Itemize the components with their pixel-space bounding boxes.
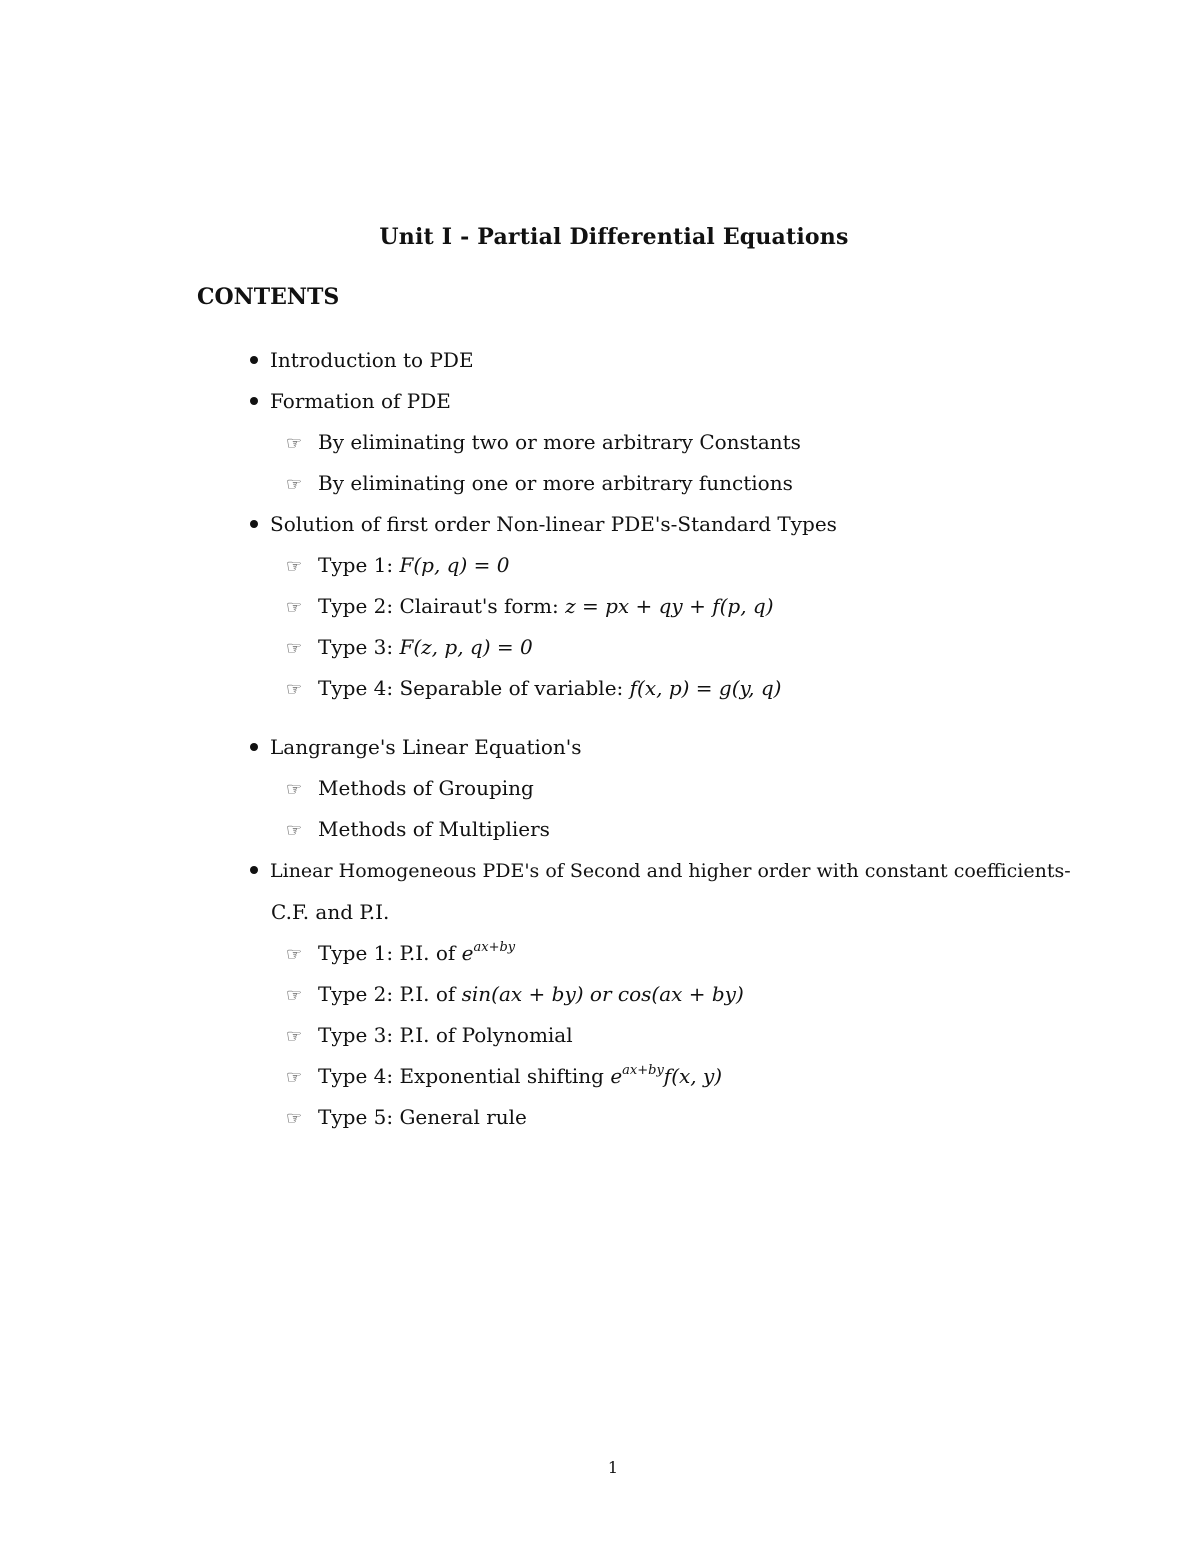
list-item-continuation: C.F. and P.I. xyxy=(271,900,390,924)
sub-list-item: ☞ Type 3: P.I. of Polynomial xyxy=(286,1021,573,1051)
sub-list-item: ☞ Type 2: P.I. of sin(ax + by) or cos(ax + by) xyxy=(286,980,744,1010)
list-item: Langrange's Linear Equation's xyxy=(250,733,582,761)
sub-list-item: ☞ By eliminating one or more arbitrary functions xyxy=(286,469,793,499)
pointing-hand-icon: ☞ xyxy=(286,820,303,841)
pointing-hand-icon: ☞ xyxy=(286,474,303,495)
pointing-hand-icon: ☞ xyxy=(286,556,303,577)
sub-list-item: ☞ By eliminating two or more arbitrary Constants xyxy=(286,428,801,458)
page-title: Unit I - Partial Differential Equations xyxy=(379,224,849,250)
bullet-icon xyxy=(250,397,258,405)
sub-list-item: ☞ Type 4: Separable of variable: f(x, p) = g(y, q) xyxy=(286,674,782,704)
pointing-hand-icon: ☞ xyxy=(286,638,303,659)
pointing-hand-icon: ☞ xyxy=(286,944,303,965)
pointing-hand-icon: ☞ xyxy=(286,779,303,800)
pointing-hand-icon: ☞ xyxy=(286,1026,303,1047)
list-item: Formation of PDE xyxy=(250,387,451,415)
contents-heading: CONTENTS xyxy=(197,284,340,310)
bullet-icon xyxy=(250,520,258,528)
pointing-hand-icon: ☞ xyxy=(286,1067,303,1088)
pointing-hand-icon: ☞ xyxy=(286,433,303,454)
sub-list-item: ☞ Type 2: Clairaut's form: z = px + qy + f(p, q) xyxy=(286,592,774,622)
list-item: Solution of first order Non-linear PDE's-Standard Types xyxy=(250,510,837,538)
sub-list-item: ☞ Methods of Multipliers xyxy=(286,815,550,845)
sub-list-item: ☞ Type 1: P.I. of $e^{ax+by}$ xyxy=(286,939,515,969)
list-item: Linear Homogeneous PDE's of Second and higher order with constant coefficients- xyxy=(250,857,1071,885)
sub-list-item: ☞ Type 1: F(p, q) = 0 xyxy=(286,551,509,581)
sub-list-item: ☞ Type 4: Exponential shifting $e^{ax+by}f(x$, y) xyxy=(286,1062,722,1092)
bullet-icon xyxy=(250,743,258,751)
bullet-icon xyxy=(250,866,258,874)
sub-list-item: ☞ Type 3: F(z, p, q) = 0 xyxy=(286,633,533,663)
pointing-hand-icon: ☞ xyxy=(286,597,303,618)
bullet-icon xyxy=(250,356,258,364)
sub-list-item: ☞ Type 5: General rule xyxy=(286,1103,527,1133)
pointing-hand-icon: ☞ xyxy=(286,985,303,1006)
sub-list-item: ☞ Methods of Grouping xyxy=(286,774,534,804)
list-item: Introduction to PDE xyxy=(250,346,474,374)
pointing-hand-icon: ☞ xyxy=(286,1108,303,1129)
page-number: 1 xyxy=(607,1458,619,1477)
pointing-hand-icon: ☞ xyxy=(286,679,303,700)
